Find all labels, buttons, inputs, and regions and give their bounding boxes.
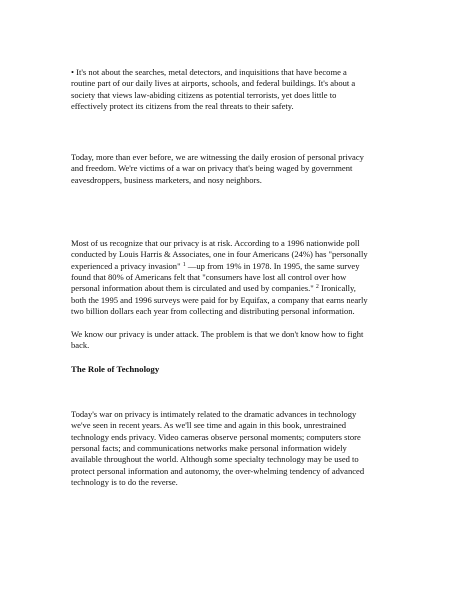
footnote-reference[interactable]: 1 — [182, 261, 186, 268]
paragraph-under-attack — [71, 329, 416, 352]
paragraph-poll-statistics — [71, 238, 416, 317]
text-line: routine part of our daily lives at airports, schools, and federal buildings. It's about a — [71, 78, 356, 89]
text-segment: experienced a privacy invasion" — [71, 260, 181, 271]
text-line: eavesdroppers, business marketers, and nosy neighbors. — [71, 174, 262, 185]
text-line: technology ends privacy. Video cameras observe personal moments; computers store — [71, 431, 361, 442]
text-line — [71, 283, 416, 294]
text-line: back. — [71, 340, 90, 351]
text-line: Today's war on privacy is intimately related to the dramatic advances in technology — [71, 409, 357, 419]
paragraph-role-of-technology — [71, 409, 416, 488]
text-segment: Ironically, — [321, 283, 356, 294]
text-line: Today, more than ever before, we are witnessing the daily erosion of personal privacy — [71, 152, 364, 162]
text-line: we've seen in recent years. As we'll see time and again in this book, unrestrained — [71, 420, 347, 431]
text-line: two billion dollars each year from collecting and distributing personal information. — [71, 306, 355, 317]
text-line: both the 1995 and 1996 surveys were paid for by Equifax, a company that earns nearly — [71, 294, 368, 305]
text-line: conducted by Louis Harris & Associates, one in four Americans (24%) has "personally — [71, 249, 368, 260]
paragraph-erosion-of-privacy — [71, 152, 416, 186]
text-line: found that 80% of Americans felt that "consumers have lost all control over how — [71, 272, 347, 283]
text-line: We know our privacy is under attack. The problem is that we don't know how to fight — [71, 329, 364, 339]
text-line: society that views law-abiding citizens as potential terrorists, yet does little to — [71, 89, 337, 100]
text-line: personal facts; and communications networks make personal information widely — [71, 443, 347, 454]
text-line: available throughout the world. Although some specialty technology may be used to — [71, 454, 359, 465]
text-line: Most of us recognize that our privacy is at risk. According to a 1996 nationwide poll — [71, 238, 360, 248]
section-heading: The Role of Technology — [71, 364, 160, 374]
text-segment: —up from 19% in 1978. In 1995, the same survey — [187, 260, 360, 271]
text-line: and freedom. We're victims of a war on privacy that's being waged by government — [71, 163, 353, 174]
text-line: • It's not about the searches, metal detectors, and inquisitions that have become a — [71, 67, 347, 77]
footnote-reference[interactable]: 2 — [315, 284, 319, 291]
text-line: technology is to do the reverse. — [71, 477, 178, 488]
text-line — [71, 261, 416, 272]
text-line: effectively protect its citizens from the real threats to their safety. — [71, 101, 294, 112]
text-line: protect personal information and autonomy, the over-whelming tendency of advanced — [71, 465, 365, 476]
text-segment: personal information about them is circulated and used by companies." — [71, 283, 314, 294]
paragraph-privacy-searches — [71, 67, 416, 112]
